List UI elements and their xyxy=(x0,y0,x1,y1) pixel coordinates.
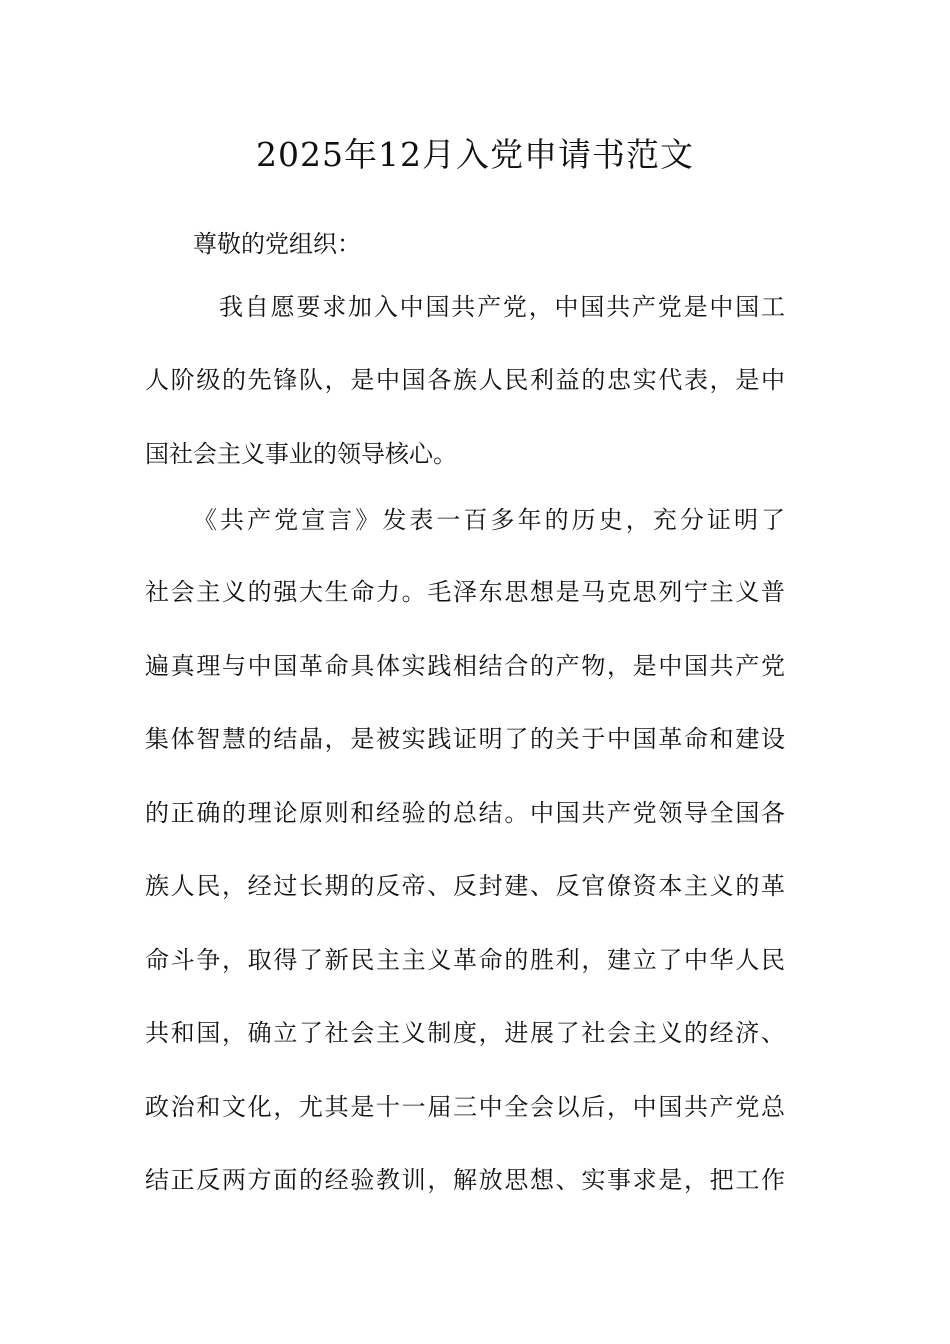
paragraph-line: 的正确的理论原则和经验的总结。中国共产党领导全国各 xyxy=(145,799,785,827)
paragraph-line: 集体智慧的结晶，是被实践证明了的关于中国革命和建设 xyxy=(145,725,785,753)
paragraph-line: 遍真理与中国革命具体实践相结合的产物，是中国共产党 xyxy=(145,652,785,680)
paragraph-line: 结正反两方面的经验教训，解放思想、实事求是，把工作 xyxy=(145,1166,785,1194)
paragraph-line: 人阶级的先锋队，是中国各族人民利益的忠实代表，是中 xyxy=(145,366,785,394)
paragraph-line: 政治和文化，尤其是十一届三中全会以后，中国共产党总 xyxy=(145,1093,785,1121)
document-title: 2025年12月入党申请书范文 xyxy=(256,135,694,174)
paragraph-line: 《共产党宣言》发表一百多年的历史，充分证明了 xyxy=(193,506,785,534)
paragraph-line: 共和国，确立了社会主义制度，进展了社会主义的经济、 xyxy=(145,1019,785,1047)
paragraph-line: 族人民，经过长期的反帝、反封建、反官僚资本主义的革 xyxy=(145,872,785,900)
paragraph-line: 国社会主义事业的领导核心。 xyxy=(145,440,457,468)
paragraph-line: 我自愿要求加入中国共产党，中国共产党是中国工 xyxy=(219,293,785,321)
paragraph-line: 命斗争，取得了新民主主义革命的胜利，建立了中华人民 xyxy=(145,946,785,974)
salutation: 尊敬的党组织： xyxy=(193,230,361,258)
paragraph-line: 社会主义的强大生命力。毛泽东思想是马克思列宁主义普 xyxy=(145,578,785,606)
